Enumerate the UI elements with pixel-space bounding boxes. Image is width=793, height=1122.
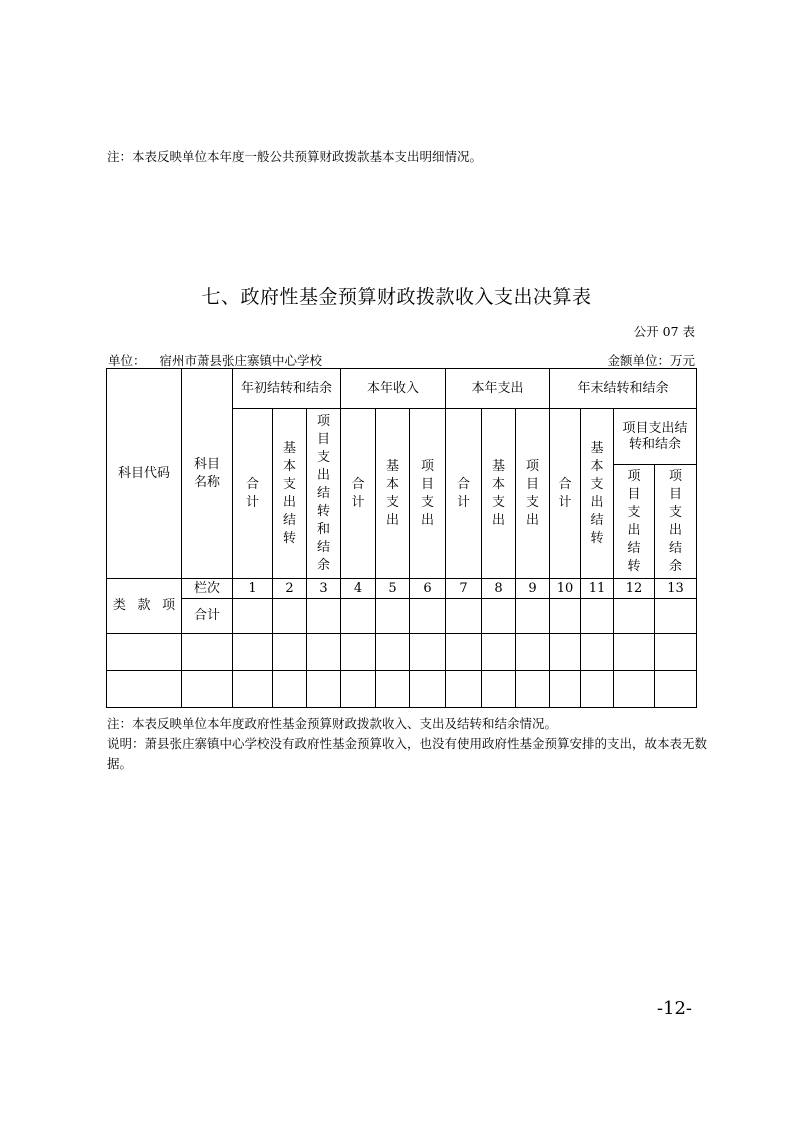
col-number: 12 <box>614 579 655 599</box>
expense-basic-header: 基本支出 <box>482 409 516 579</box>
document-code: 公开 07 表 <box>633 324 695 339</box>
income-basic-header: 基本支出 <box>376 409 410 579</box>
end-total-header: 合计 <box>550 409 581 579</box>
header-subject-code: 科目代码 <box>107 369 182 579</box>
table-cell <box>307 599 341 634</box>
table-cell <box>182 634 233 671</box>
header-subject-name <box>182 369 233 579</box>
table-cell <box>307 671 341 708</box>
col-number: 3 <box>307 579 341 599</box>
table-cell <box>273 599 307 634</box>
income-total-header: 合计 <box>341 409 376 579</box>
unit-name: 宿州市萧县张庄寨镇中心学校 <box>159 353 323 368</box>
col-number: 11 <box>581 579 614 599</box>
col-number: 5 <box>376 579 410 599</box>
table-cell <box>614 671 655 708</box>
budget-table <box>106 368 697 708</box>
page-number: -12- <box>656 998 692 1019</box>
unit-label: 单位： <box>108 353 146 368</box>
header-year-income: 本年收入 <box>341 369 446 409</box>
table-cell <box>233 671 273 708</box>
table-cell <box>182 671 233 708</box>
end-project-carry-header: 项目支出结转 <box>614 465 655 579</box>
header-end-balance: 年末结转和结余 <box>550 369 697 409</box>
table-cell <box>341 671 376 708</box>
col-number: 8 <box>482 579 516 599</box>
col-number: 10 <box>550 579 581 599</box>
table-cell <box>581 634 614 671</box>
table-cell <box>516 634 550 671</box>
table-cell <box>581 599 614 634</box>
note-line: 注：本表反映单位本年度政府性基金预算财政拨款收入、支出及结转和结余情况。 <box>107 716 558 731</box>
begin-basic-carry-header: 基本支出结转 <box>273 409 307 579</box>
table-cell <box>273 634 307 671</box>
table-cell <box>550 634 581 671</box>
class-label: 类 <box>112 598 126 613</box>
table-cell <box>341 634 376 671</box>
class-section-item-cell <box>107 579 182 634</box>
table-cell <box>446 634 482 671</box>
table-cell <box>550 599 581 634</box>
col-number: 1 <box>233 579 273 599</box>
table-cell <box>516 671 550 708</box>
table-cell <box>107 634 182 671</box>
total-row-label: 合计 <box>182 599 233 634</box>
header-year-expense: 本年支出 <box>446 369 550 409</box>
table-cell <box>482 599 516 634</box>
table-cell <box>307 634 341 671</box>
explanation-line: 说明：萧县张庄寨镇中心学校没有政府性基金预算收入，也没有使用政府性基金预算安排的支出，故本表无数据。 <box>107 736 708 771</box>
income-project-header: 项目支出 <box>410 409 446 579</box>
table-cell <box>273 671 307 708</box>
table-cell <box>482 634 516 671</box>
col-number: 9 <box>516 579 550 599</box>
table-notes <box>107 714 707 774</box>
table-cell <box>655 671 697 708</box>
table-cell <box>446 599 482 634</box>
end-project-group-header: 项目支出结转和结余 <box>614 409 697 465</box>
top-note: 注：本表反映单位本年度一般公共预算财政拨款基本支出明细情况。 <box>107 149 483 164</box>
table-cell <box>410 671 446 708</box>
table-cell <box>107 671 182 708</box>
table-cell <box>614 634 655 671</box>
begin-total-header: 合计 <box>233 409 273 579</box>
table-row <box>107 634 697 671</box>
table-cell <box>482 671 516 708</box>
table-cell <box>233 634 273 671</box>
amount-unit: 金额单位：万元 <box>607 353 695 368</box>
table-cell <box>581 671 614 708</box>
end-basic-carry-header: 基本支出结转 <box>581 409 614 579</box>
col-number: 13 <box>655 579 697 599</box>
table-cell <box>376 671 410 708</box>
page-title: 七、政府性基金预算财政拨款收入支出决算表 <box>201 286 592 308</box>
col-number: 7 <box>446 579 482 599</box>
col-number: 4 <box>341 579 376 599</box>
expense-project-header: 项目支出 <box>516 409 550 579</box>
table-cell <box>655 599 697 634</box>
reporting-unit <box>108 351 322 369</box>
table-cell <box>614 599 655 634</box>
section-label: 款 <box>137 598 151 613</box>
table-cell <box>376 599 410 634</box>
table-cell <box>550 671 581 708</box>
table-cell <box>655 634 697 671</box>
table-row <box>107 671 697 708</box>
row-label-lanci: 栏次 <box>182 579 233 599</box>
item-label: 项 <box>162 598 176 613</box>
col-number: 2 <box>273 579 307 599</box>
table-cell <box>446 671 482 708</box>
subject-name-label: 科目名称 <box>194 456 221 490</box>
table-cell <box>410 599 446 634</box>
header-begin-balance: 年初结转和结余 <box>233 369 341 409</box>
table-cell <box>233 599 273 634</box>
table-cell <box>341 599 376 634</box>
table-cell <box>376 634 410 671</box>
begin-project-carry-balance-header: 项目支出结转和结余 <box>307 409 341 579</box>
table-cell <box>410 634 446 671</box>
table-cell <box>516 599 550 634</box>
end-project-balance-header: 项目支出结余 <box>655 465 697 579</box>
col-number: 6 <box>410 579 446 599</box>
expense-total-header: 合计 <box>446 409 482 579</box>
